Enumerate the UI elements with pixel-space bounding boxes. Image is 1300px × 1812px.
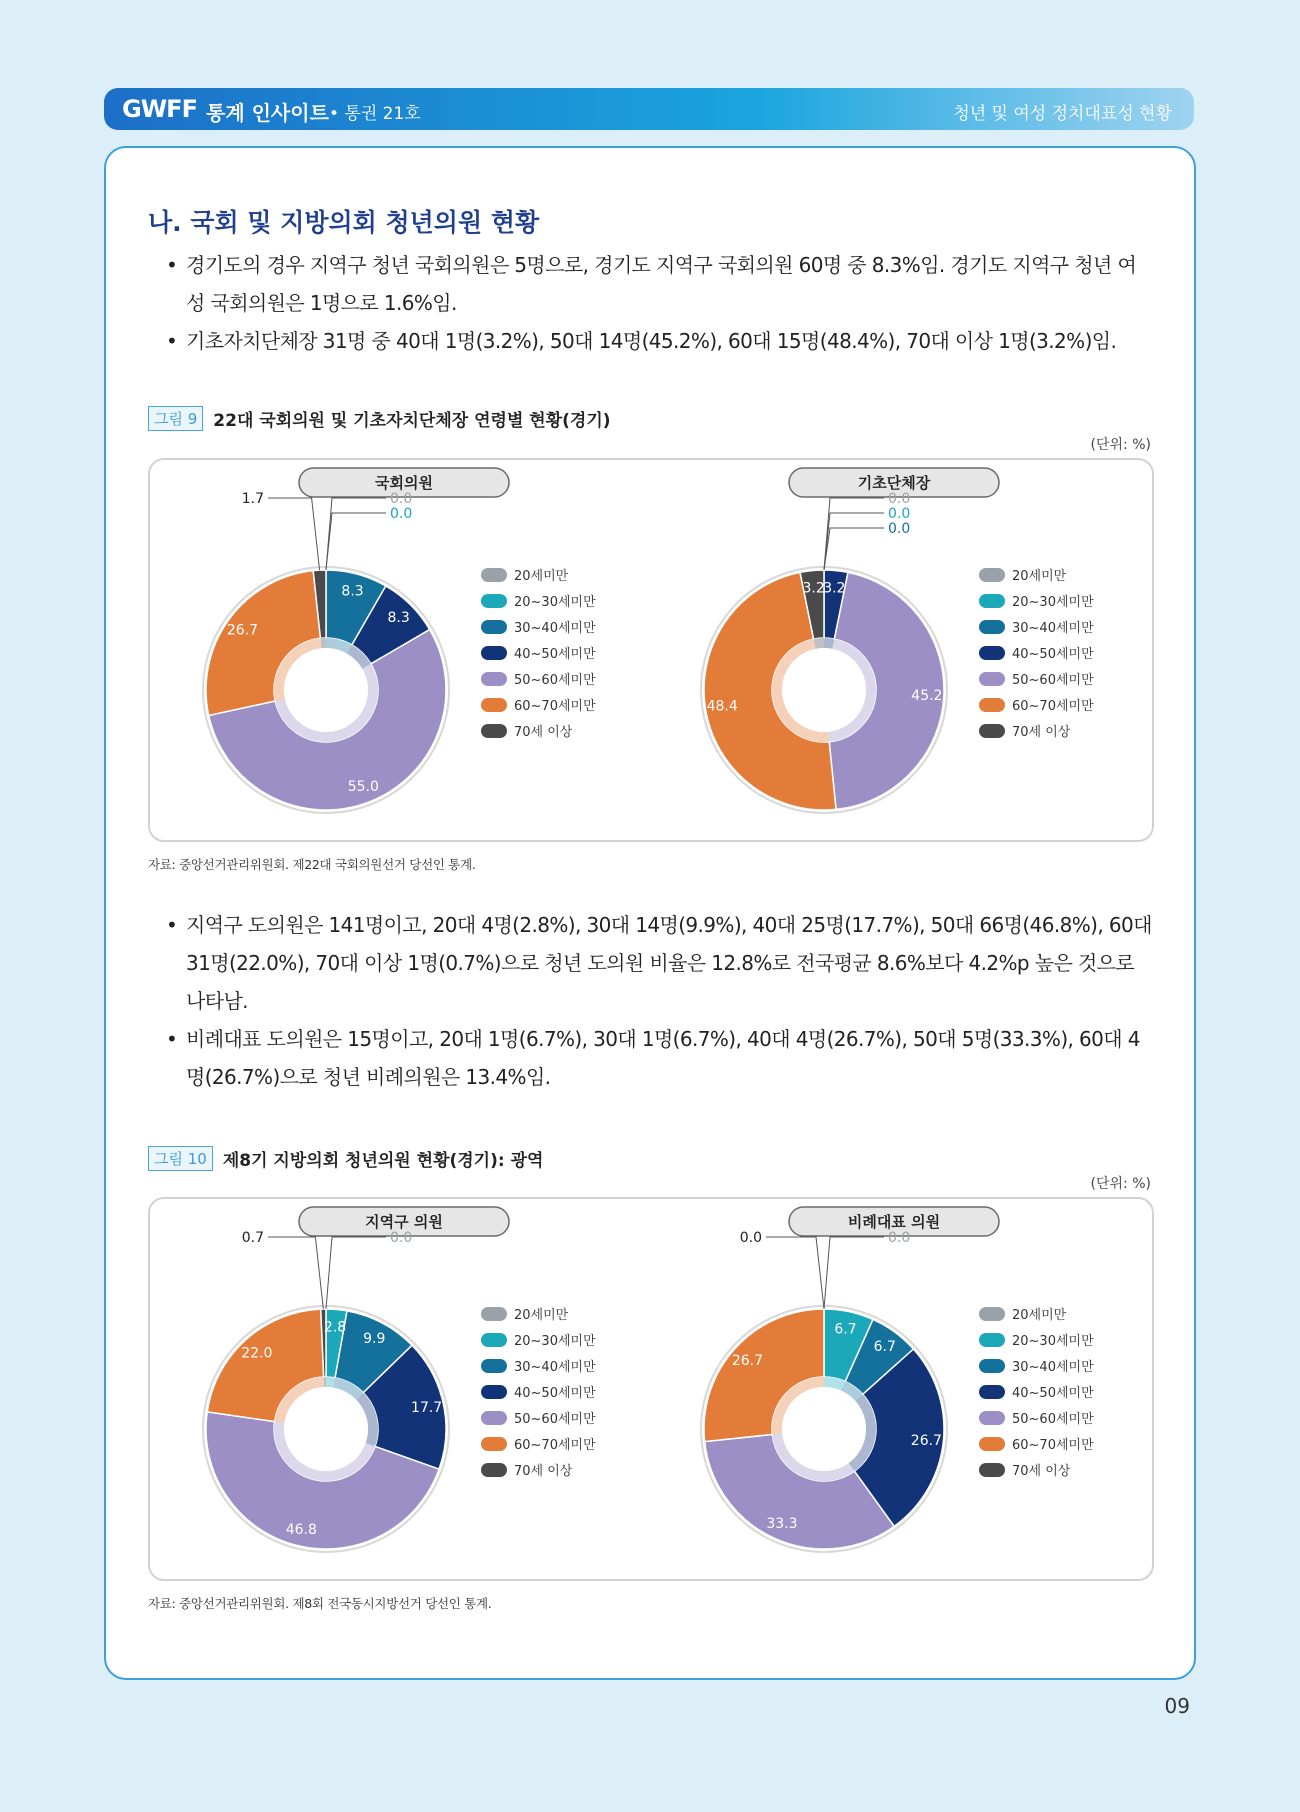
- figure-9-chart-box: [148, 458, 1154, 842]
- legend-label: 20~30세미만: [514, 595, 596, 610]
- legend-swatch: [979, 594, 1005, 608]
- legend-label: 40~50세미만: [1012, 647, 1094, 662]
- legend-swatch: [979, 1463, 1005, 1477]
- leader-line: [326, 1237, 386, 1309]
- figure-title: 22대 국회의원 및 기초자치단체장 연령별 현황(경기): [213, 411, 611, 431]
- legend-swatch: [481, 1333, 507, 1347]
- data-label: 26.7: [731, 1353, 764, 1370]
- page-header: [104, 88, 1194, 130]
- legend-label: 20세미만: [1012, 1308, 1067, 1323]
- data-label: 0.0: [888, 521, 911, 537]
- legend-swatch: [979, 620, 1005, 634]
- header-topic: 청년 및 여성 정치대표성 현황: [953, 104, 1172, 124]
- legend-swatch: [481, 1307, 507, 1321]
- figure-10-chart-box: [148, 1197, 1154, 1581]
- data-label: 0.0: [888, 1230, 911, 1246]
- page-number: 09: [1164, 1694, 1190, 1718]
- data-label: 26.7: [226, 622, 259, 639]
- legend-swatch: [481, 646, 507, 660]
- bullet-list-1: [164, 246, 1154, 360]
- legend-swatch: [979, 1333, 1005, 1347]
- donut-hole: [284, 648, 368, 732]
- data-label: 26.7: [910, 1433, 942, 1450]
- legend-label: 30~40세미만: [514, 621, 596, 636]
- legend-swatch: [481, 698, 507, 712]
- donut-hole: [782, 648, 866, 732]
- data-label: 55.0: [347, 779, 379, 796]
- legend-label: 20세미만: [514, 569, 569, 584]
- legend-label: 40~50세미만: [514, 647, 596, 662]
- figure-10-source: 자료: 중앙선거관리위원회. 제8회 전국동시지방선거 당선인 통계.: [148, 1596, 492, 1611]
- legend-swatch: [481, 620, 507, 634]
- legend-label: 30~40세미만: [514, 1360, 596, 1375]
- leader-line: [824, 528, 884, 570]
- legend-label: 60~70세미만: [1012, 1438, 1094, 1453]
- bullet-item: • 경기도의 경우 지역구 청년 국회의원은 5명으로, 경기도 지역구 국회의원 60명 중 8.3%임. 경기도 지역구 청년 여성 국회의원은 1명으로 1.6%임.: [164, 246, 1154, 322]
- legend-swatch: [481, 1385, 507, 1399]
- data-label: 3.2: [802, 580, 825, 597]
- legend-label: 20~30세미만: [1012, 595, 1094, 610]
- bullet-item: • 기초자치단체장 31명 중 40대 1명(3.2%), 50대 14명(45.2%), 60대 15명(48.4%), 70대 이상 1명(3.2%)임.: [164, 322, 1154, 360]
- data-label: 46.8: [285, 1521, 317, 1538]
- data-label: 45.2: [911, 688, 943, 705]
- data-label: 9.9: [363, 1330, 386, 1347]
- legend-label: 20세미만: [514, 1308, 569, 1323]
- legend-label: 50~60세미만: [514, 1412, 596, 1427]
- leader-line: [766, 1237, 824, 1309]
- legend-swatch: [481, 724, 507, 738]
- legend-label: 70세 이상: [1012, 725, 1071, 740]
- chart-title: 비례대표 의원: [847, 1213, 941, 1231]
- legend-swatch: [979, 646, 1005, 660]
- legend-swatch: [979, 1359, 1005, 1373]
- data-label: 22.0: [241, 1345, 273, 1362]
- legend-label: 50~60세미만: [1012, 673, 1094, 688]
- leader-line: [326, 513, 386, 570]
- data-label: 2.8: [323, 1319, 347, 1336]
- legend-swatch: [979, 1307, 1005, 1321]
- data-label: 8.3: [341, 583, 364, 600]
- legend-swatch: [979, 1411, 1005, 1425]
- unit-label: (단위: %): [1090, 437, 1151, 453]
- data-label: 17.7: [411, 1399, 443, 1416]
- legend-label: 60~70세미만: [514, 1438, 596, 1453]
- legend-swatch: [481, 672, 507, 686]
- issue-number: • 통권 21호: [329, 104, 421, 124]
- legend-swatch: [979, 672, 1005, 686]
- legend-swatch: [481, 568, 507, 582]
- legend-label: 40~50세미만: [1012, 1386, 1094, 1401]
- brand-logo: GWFF: [122, 95, 197, 123]
- legend-swatch: [481, 1463, 507, 1477]
- figure-9-source: 자료: 중앙선거관리위원회. 제22대 국회의원선거 당선인 통계.: [148, 857, 476, 872]
- leader-line: [824, 513, 884, 570]
- legend-label: 60~70세미만: [1012, 699, 1094, 714]
- data-label: 1.7: [241, 491, 264, 507]
- legend-swatch: [481, 1359, 507, 1373]
- bullet-list-2: [164, 906, 1154, 1096]
- figure-tag: 그림 10: [148, 1146, 213, 1171]
- brand-subtitle: 통계 인사이트: [206, 101, 329, 125]
- data-label: 33.3: [766, 1516, 798, 1533]
- leader-line: [268, 498, 320, 570]
- data-label: 0.0: [888, 491, 911, 507]
- data-label: 6.7: [873, 1338, 896, 1355]
- donut-hole: [782, 1387, 866, 1471]
- data-label: 6.7: [834, 1321, 857, 1338]
- legend-label: 50~60세미만: [514, 673, 596, 688]
- leader-line: [326, 498, 386, 570]
- data-label: 0.0: [390, 1230, 413, 1246]
- legend-label: 40~50세미만: [514, 1386, 596, 1401]
- figure-10-label: [148, 1146, 543, 1171]
- leader-line: [824, 498, 884, 570]
- chart-title: 기초단체장: [857, 474, 931, 492]
- data-label: 0.7: [241, 1230, 264, 1246]
- legend-label: 70세 이상: [514, 1464, 573, 1479]
- legend-swatch: [481, 594, 507, 608]
- legend-swatch: [979, 1385, 1005, 1399]
- unit-label: (단위: %): [1090, 1176, 1151, 1192]
- data-label: 0.0: [888, 506, 911, 522]
- legend-swatch: [979, 568, 1005, 582]
- chart-title: 국회의원: [375, 474, 433, 492]
- legend-label: 30~40세미만: [1012, 621, 1094, 636]
- data-label: 0.0: [739, 1230, 762, 1246]
- bullet-item: • 지역구 도의원은 141명이고, 20대 4명(2.8%), 30대 14명(9.9%), 40대 25명(17.7%), 50대 66명(46.8%), 60대 31명(22.0%), 70대 이상 1명(0.7%)으로 청년 도의원 비율은 12.8%로 전국평균 8.6%보다 4.2%p 높은 것으로 나타남.: [164, 906, 1154, 1020]
- legend-label: 20~30세미만: [1012, 1334, 1094, 1349]
- legend-swatch: [481, 1411, 507, 1425]
- legend-swatch: [481, 1437, 507, 1451]
- legend-swatch: [979, 1437, 1005, 1451]
- legend-label: 70세 이상: [1012, 1464, 1071, 1479]
- bullet-item: • 비례대표 도의원은 15명이고, 20대 1명(6.7%), 30대 1명(6.7%), 40대 4명(26.7%), 50대 5명(33.3%), 60대 4명(26.7%)으로 청년 비례의원은 13.4%임.: [164, 1020, 1154, 1096]
- figure-9-label: [148, 406, 611, 431]
- legend-label: 70세 이상: [514, 725, 573, 740]
- figure-tag: 그림 9: [148, 406, 203, 431]
- legend-label: 60~70세미만: [514, 699, 596, 714]
- section-title: 나. 국회 및 지방의회 청년의원 현황: [148, 208, 540, 237]
- leader-line: [268, 1237, 323, 1309]
- legend-label: 20~30세미만: [514, 1334, 596, 1349]
- data-label: 8.3: [387, 609, 410, 626]
- legend-label: 20세미만: [1012, 569, 1067, 584]
- donut-hole: [284, 1387, 368, 1471]
- legend-swatch: [979, 724, 1005, 738]
- data-label: 3.2: [823, 580, 846, 597]
- figure-9-svg: [150, 460, 1152, 840]
- legend-label: 30~40세미만: [1012, 1360, 1094, 1375]
- chart-title: 지역구 의원: [365, 1213, 443, 1231]
- legend-swatch: [979, 698, 1005, 712]
- figure-title: 제8기 지방의회 청년의원 현황(경기): 광역: [222, 1151, 544, 1171]
- data-label: 48.4: [706, 698, 738, 715]
- legend-label: 50~60세미만: [1012, 1412, 1094, 1427]
- data-label: 0.0: [390, 506, 413, 522]
- leader-line: [824, 1237, 884, 1309]
- data-label: 0.0: [390, 491, 413, 507]
- figure-10-svg: [150, 1199, 1152, 1579]
